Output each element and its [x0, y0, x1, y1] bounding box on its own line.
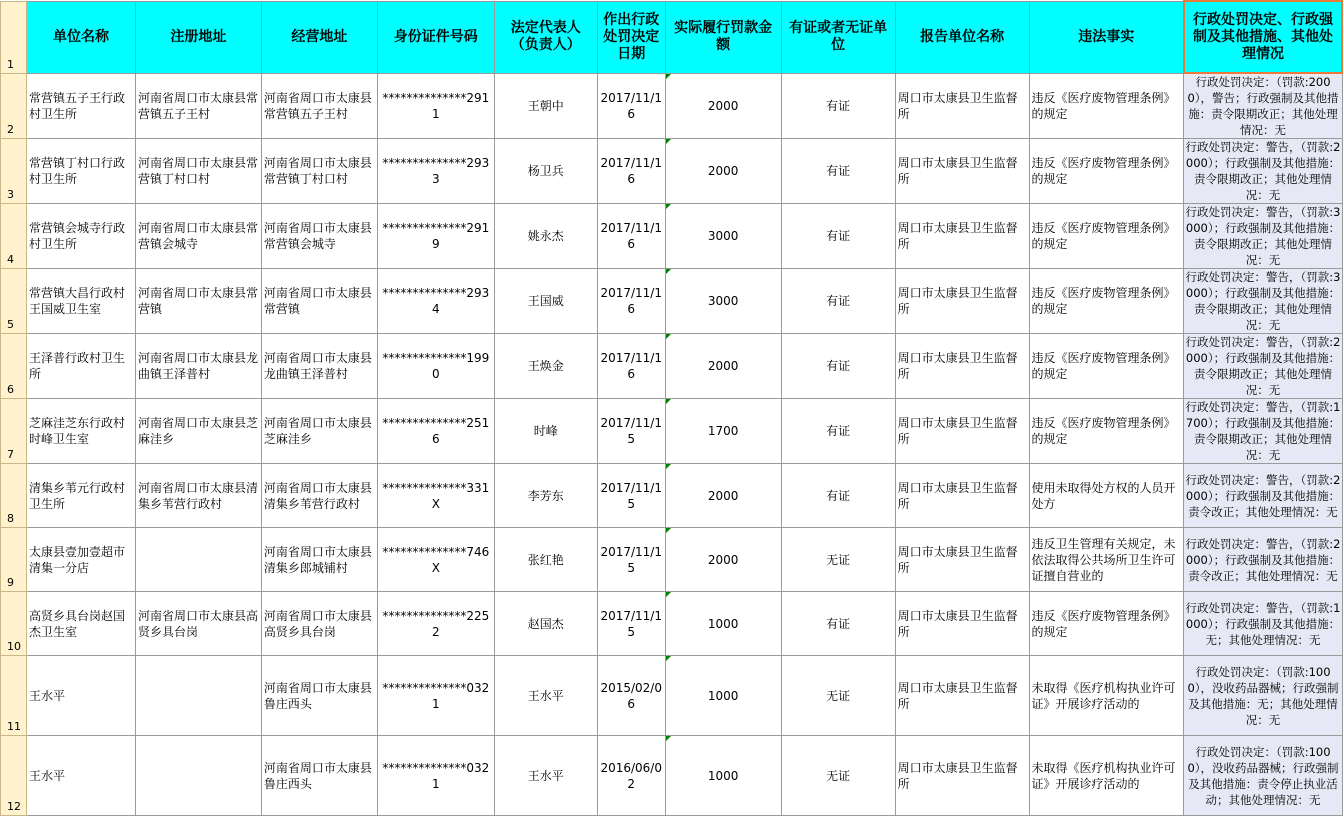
cell-violation[interactable]: 未取得《医疗机构执业许可证》开展诊疗活动的	[1029, 736, 1184, 816]
cell-unit-name[interactable]: 芝麻洼芝东行政村时峰卫生室	[26, 399, 135, 464]
col-header-licensed[interactable]: 有证或者无证单位	[781, 1, 895, 73]
cell-reg-address[interactable]: 河南省周口市太康县龙曲镇王泽普村	[135, 334, 261, 399]
cell-decision-date[interactable]: 2017/11/16	[597, 204, 665, 269]
cell-decision-date[interactable]: 2017/11/15	[597, 464, 665, 528]
cell-reporter[interactable]: 周口市太康县卫生监督所	[895, 269, 1029, 334]
cell-legal-rep[interactable]: 王水平	[494, 736, 597, 816]
cell-op-address[interactable]: 河南省周口市太康县清集乡苇营行政村	[261, 464, 377, 528]
cell-licensed[interactable]: 无证	[781, 656, 895, 736]
cell-reg-address[interactable]: 河南省周口市太康县芝麻洼乡	[135, 399, 261, 464]
cell-violation[interactable]: 违反卫生管理有关规定，未依法取得公共场所卫生许可证擅自营业的	[1029, 528, 1184, 592]
cell-reg-address[interactable]: 河南省周口市太康县常营镇丁村口村	[135, 139, 261, 204]
cell-fine-amount[interactable]: 1000	[665, 656, 781, 736]
cell-licensed[interactable]: 有证	[781, 592, 895, 656]
cell-licensed[interactable]: 有证	[781, 399, 895, 464]
cell-id-number[interactable]: **************746X	[377, 528, 494, 592]
cell-licensed[interactable]: 有证	[781, 269, 895, 334]
cell-id-number[interactable]: **************2516	[377, 399, 494, 464]
col-header-penalty-detail[interactable]: 行政处罚决定、行政强制及其他措施、其他处理情况	[1184, 1, 1342, 73]
cell-decision-date[interactable]: 2017/11/15	[597, 592, 665, 656]
cell-decision-date[interactable]: 2017/11/15	[597, 528, 665, 592]
cell-violation[interactable]: 违反《医疗废物管理条例》的规定	[1029, 269, 1184, 334]
col-header-decision-date[interactable]: 作出行政处罚决定日期	[597, 1, 665, 73]
cell-op-address[interactable]: 河南省周口市太康县鲁庄西头	[261, 736, 377, 816]
table-row	[1, 464, 1343, 528]
cell-op-address[interactable]: 河南省周口市太康县芝麻洼乡	[261, 399, 377, 464]
cell-op-address[interactable]: 河南省周口市太康县清集乡郎城铺村	[261, 528, 377, 592]
row-header[interactable]: 9	[1, 528, 27, 592]
header-row	[1, 1, 1343, 73]
table-row	[1, 592, 1343, 656]
cell-unit-name[interactable]: 高贤乡具台岗赵国杰卫生室	[26, 592, 135, 656]
table-row	[1, 399, 1343, 464]
col-header-id-number[interactable]: 身份证件号码	[377, 1, 494, 73]
table-row	[1, 656, 1343, 736]
row-header[interactable]: 11	[1, 656, 27, 736]
col-header-reg-address[interactable]: 注册地址	[135, 1, 261, 73]
row-header[interactable]: 5	[1, 269, 27, 334]
cell-decision-date[interactable]: 2017/11/16	[597, 73, 665, 139]
cell-licensed[interactable]: 无证	[781, 528, 895, 592]
cell-id-number[interactable]: **************2911	[377, 73, 494, 139]
table-row	[1, 334, 1343, 399]
cell-reg-address[interactable]: 河南省周口市太康县清集乡苇营行政村	[135, 464, 261, 528]
cell-id-number[interactable]: **************0321	[377, 656, 494, 736]
row-header[interactable]: 10	[1, 592, 27, 656]
row-header[interactable]: 8	[1, 464, 27, 528]
cell-licensed[interactable]: 有证	[781, 464, 895, 528]
cell-violation[interactable]: 未取得《医疗机构执业许可证》开展诊疗活动的	[1029, 656, 1184, 736]
cell-violation[interactable]: 违反《医疗废物管理条例》的规定	[1029, 399, 1184, 464]
cell-legal-rep[interactable]: 王水平	[494, 656, 597, 736]
cell-violation[interactable]: 违反《医疗废物管理条例》的规定	[1029, 139, 1184, 204]
cell-violation[interactable]: 违反《医疗废物管理条例》的规定	[1029, 204, 1184, 269]
cell-reg-address[interactable]: 河南省周口市太康县常营镇	[135, 269, 261, 334]
table-row	[1, 528, 1343, 592]
cell-reporter[interactable]: 周口市太康县卫生监督所	[895, 399, 1029, 464]
cell-fine-amount[interactable]: 3000	[665, 269, 781, 334]
col-header-legal-rep[interactable]: 法定代表人（负责人）	[494, 1, 597, 73]
cell-penalty-detail[interactable]: 行政处罚决定：（罚款:2000），警告；行政强制及其他措施：责令限期改正；其他处理情况：无	[1184, 73, 1342, 139]
row-header[interactable]: 3	[1, 139, 27, 204]
cell-op-address[interactable]: 河南省周口市太康县高贤乡具台岗	[261, 592, 377, 656]
cell-decision-date[interactable]: 2017/11/15	[597, 399, 665, 464]
cell-reporter[interactable]: 周口市太康县卫生监督所	[895, 464, 1029, 528]
cell-violation[interactable]: 违反《医疗废物管理条例》的规定	[1029, 73, 1184, 139]
cell-legal-rep[interactable]: 张红艳	[494, 528, 597, 592]
table-row	[1, 736, 1343, 816]
cell-fine-amount[interactable]: 2000	[665, 464, 781, 528]
cell-id-number[interactable]: **************1990	[377, 334, 494, 399]
cell-legal-rep[interactable]: 时峰	[494, 399, 597, 464]
cell-id-number[interactable]: **************2933	[377, 139, 494, 204]
cell-reporter[interactable]: 周口市太康县卫生监督所	[895, 334, 1029, 399]
cell-reporter[interactable]: 周口市太康县卫生监督所	[895, 736, 1029, 816]
cell-penalty-detail[interactable]: 行政处罚决定：警告，（罚款:2000）；行政强制及其他措施：责令限期改正；其他处理情况：无	[1185, 335, 1341, 397]
cell-reporter[interactable]: 周口市太康县卫生监督所	[895, 204, 1029, 269]
cell-reg-address[interactable]	[135, 736, 261, 816]
cell-reporter[interactable]: 周口市太康县卫生监督所	[895, 592, 1029, 656]
cell-fine-amount[interactable]: 1700	[665, 399, 781, 464]
cell-fine-amount[interactable]: 2000	[665, 528, 781, 592]
cell-legal-rep[interactable]: 李芳东	[494, 464, 597, 528]
cell-op-address[interactable]: 河南省周口市太康县常营镇	[261, 269, 377, 334]
cell-penalty-detail[interactable]: 行政处罚决定：警告，（罚款:1000）；行政强制及其他措施：无；其他处理情况：无	[1184, 592, 1342, 656]
cell-unit-name[interactable]: 王水平	[26, 736, 135, 816]
cell-id-number[interactable]: **************2252	[377, 592, 494, 656]
cell-unit-name[interactable]: 常营镇大昌行政村王国威卫生室	[26, 269, 135, 334]
cell-penalty-detail[interactable]: 行政处罚决定：（罚款:1000），没收药品器械；行政强制及其他措施：无；其他处理情况：无	[1184, 656, 1342, 736]
cell-reg-address[interactable]	[135, 528, 261, 592]
cell-reporter[interactable]: 周口市太康县卫生监督所	[895, 139, 1029, 204]
cell-reporter[interactable]: 周口市太康县卫生监督所	[895, 73, 1029, 139]
table-row	[1, 139, 1343, 204]
cell-penalty-detail[interactable]: 行政处罚决定：警告，（罚款:2000）；行政强制及其他措施：责令限期改正；其他处理情况：无	[1185, 140, 1341, 202]
cell-op-address[interactable]: 河南省周口市太康县鲁庄西头	[261, 656, 377, 736]
cell-id-number[interactable]: **************0321	[377, 736, 494, 816]
cell-fine-amount[interactable]: 2000	[665, 73, 781, 139]
cell-licensed[interactable]: 有证	[781, 334, 895, 399]
row-header[interactable]: 6	[1, 334, 27, 399]
cell-unit-name[interactable]: 太康县壹加壹超市清集一分店	[26, 528, 135, 592]
cell-fine-amount[interactable]: 3000	[665, 204, 781, 269]
table-row	[1, 73, 1343, 139]
cell-decision-date[interactable]: 2016/06/02	[597, 736, 665, 816]
cell-penalty-detail[interactable]: 行政处罚决定：警告，（罚款:2000）；行政强制及其他措施：责令改正；其他处理情况：无	[1184, 464, 1342, 528]
col-header-fine-amount[interactable]: 实际履行罚款金额	[665, 1, 781, 73]
cell-id-number[interactable]: **************331X	[377, 464, 494, 528]
cell-reporter[interactable]: 周口市太康县卫生监督所	[895, 656, 1029, 736]
row-header[interactable]: 7	[1, 399, 27, 464]
cell-legal-rep[interactable]: 王朝中	[494, 73, 597, 139]
cell-fine-amount[interactable]: 2000	[665, 139, 781, 204]
cell-unit-name[interactable]: 常营镇五子王行政村卫生所	[26, 73, 135, 139]
cell-unit-name[interactable]: 清集乡苇元行政村卫生所	[26, 464, 135, 528]
cell-id-number[interactable]: **************2934	[377, 269, 494, 334]
cell-legal-rep[interactable]: 王国威	[494, 269, 597, 334]
cell-licensed[interactable]: 无证	[781, 736, 895, 816]
cell-licensed[interactable]: 有证	[781, 139, 895, 204]
cell-unit-name[interactable]: 王泽普行政村卫生所	[26, 334, 135, 399]
cell-penalty-detail[interactable]: 行政处罚决定：警告，（罚款:3000）；行政强制及其他措施：责令限期改正；其他处理情况：无	[1185, 270, 1341, 332]
cell-op-address[interactable]: 河南省周口市太康县常营镇丁村口村	[261, 139, 377, 204]
cell-violation[interactable]: 使用未取得处方权的人员开处方	[1029, 464, 1184, 528]
row-header[interactable]: 4	[1, 204, 27, 269]
col-header-reporter[interactable]: 报告单位名称	[895, 1, 1029, 73]
cell-reg-address[interactable]: 河南省周口市太康县高贤乡具台岗	[135, 592, 261, 656]
cell-unit-name[interactable]: 常营镇丁村口行政村卫生所	[26, 139, 135, 204]
cell-op-address[interactable]: 河南省周口市太康县龙曲镇王泽普村	[261, 334, 377, 399]
cell-unit-name[interactable]: 王水平	[26, 656, 135, 736]
cell-decision-date[interactable]: 2017/11/16	[597, 334, 665, 399]
cell-reg-address[interactable]: 河南省周口市太康县常营镇会城寺	[135, 204, 261, 269]
cell-legal-rep[interactable]: 姚永杰	[494, 204, 597, 269]
cell-penalty-detail[interactable]: 行政处罚决定：（罚款:1000），没收药品器械；行政强制及其他措施：责令停止执业活动；其他处理情况：无	[1184, 736, 1342, 816]
cell-legal-rep[interactable]: 杨卫兵	[494, 139, 597, 204]
col-header-violation[interactable]: 违法事实	[1029, 1, 1184, 73]
row-header[interactable]: 12	[1, 736, 27, 816]
cell-reg-address[interactable]	[135, 656, 261, 736]
cell-op-address[interactable]: 河南省周口市太康县常营镇会城寺	[261, 204, 377, 269]
cell-licensed[interactable]: 有证	[781, 204, 895, 269]
cell-fine-amount[interactable]: 2000	[665, 334, 781, 399]
cell-decision-date[interactable]: 2017/11/16	[597, 139, 665, 204]
cell-unit-name[interactable]: 常营镇会城寺行政村卫生所	[26, 204, 135, 269]
cell-violation[interactable]: 违反《医疗废物管理条例》的规定	[1029, 334, 1184, 399]
cell-reg-address[interactable]: 河南省周口市太康县常营镇五子王村	[135, 73, 261, 139]
cell-fine-amount[interactable]: 1000	[665, 592, 781, 656]
row-header[interactable]: 1	[1, 1, 27, 73]
cell-reporter[interactable]: 周口市太康县卫生监督所	[895, 528, 1029, 592]
cell-fine-amount[interactable]: 1000	[665, 736, 781, 816]
cell-penalty-detail[interactable]: 行政处罚决定：警告，（罚款:2000）；行政强制及其他措施：责令改正；其他处理情况：无	[1184, 528, 1342, 592]
cell-op-address[interactable]: 河南省周口市太康县常营镇五子王村	[261, 73, 377, 139]
cell-decision-date[interactable]: 2017/11/16	[597, 269, 665, 334]
cell-penalty-detail[interactable]: 行政处罚决定：警告，（罚款:3000）；行政强制及其他措施：责令限期改正；其他处理情况：无	[1185, 205, 1341, 267]
cell-id-number[interactable]: **************2919	[377, 204, 494, 269]
cell-penalty-detail[interactable]: 行政处罚决定：警告，（罚款:1700）；行政强制及其他措施：责令限期改正；其他处理情况：无	[1185, 400, 1341, 462]
col-header-op-address[interactable]: 经营地址	[261, 1, 377, 73]
table-row	[1, 269, 1343, 334]
row-header[interactable]: 2	[1, 73, 27, 139]
cell-legal-rep[interactable]: 赵国杰	[494, 592, 597, 656]
cell-licensed[interactable]: 有证	[781, 73, 895, 139]
col-header-unit-name[interactable]: 单位名称	[26, 1, 135, 73]
cell-legal-rep[interactable]: 王焕金	[494, 334, 597, 399]
cell-decision-date[interactable]: 2015/02/06	[597, 656, 665, 736]
table-row	[1, 204, 1343, 269]
cell-violation[interactable]: 违反《医疗废物管理条例》的规定	[1029, 592, 1184, 656]
